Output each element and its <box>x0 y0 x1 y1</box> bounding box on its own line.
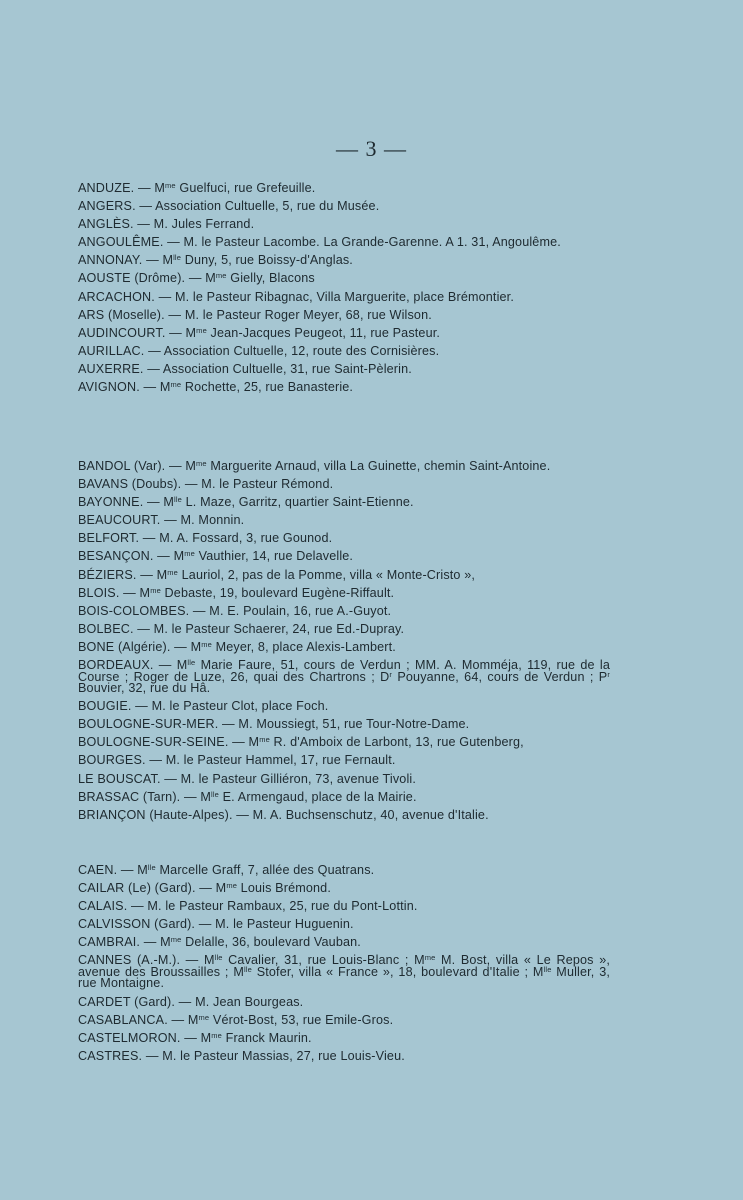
section-a <box>78 183 610 400</box>
directory-entry: CASABLANCA. — $M^{me}$ Vérot-Bost, 53, rue Emile-Gros. <box>78 1012 394 1027</box>
directory-entry: BOIS-COLOMBES. — M. E. Poulain, 16, rue A.-Guyot. <box>78 603 392 618</box>
directory-entry: CANNES (A.-M.). — $M^{lle}$ Cavalier, 31, rue Louis-Blanc ; $M^{me}$ M. Bost, villa « Le Repos », avenue des Broussailles ; $M^{lle}$ Stofer, villa « France », 18, boulevard d'Italie ; $M^{lle}$ Muller, 3, rue Montaigne. <box>78 953 611 991</box>
directory-entry: CASTRES. — M. le Pasteur Massias, 27, rue Louis-Vieu. <box>78 1048 405 1063</box>
directory-entry: CALAIS. — M. le Pasteur Rambaux, 25, rue du Pont-Lottin. <box>78 899 418 914</box>
section-c <box>78 865 610 1069</box>
directory-entry: ARCACHON. — M. le Pasteur Ribagnac, Villa Marguerite, place Brémontier. <box>78 289 514 304</box>
directory-entry: BANDOL (Var). — $M^{me}$ Marguerite Arnaud, villa La Guinette, chemin Saint-Antoine. <box>78 459 551 473</box>
section-b <box>78 461 610 828</box>
directory-entry: AURILLAC. — Association Cultuelle, 12, route des Cornisières. <box>78 343 440 358</box>
directory-entry: BAYONNE. — $M^{lle}$ L. Maze, Garritz, quartier Saint-Etienne. <box>78 495 414 510</box>
directory-entry: CALVISSON (Gard). — M. le Pasteur Huguenin. <box>78 917 354 932</box>
directory-entry: BAVANS (Doubs). — M. le Pasteur Rémond. <box>78 477 334 492</box>
directory-entry: LE BOUSCAT. — M. le Pasteur Gilliéron, 73, avenue Tivoli. <box>78 771 416 786</box>
directory-entry: ARS (Moselle). — M. le Pasteur Roger Meyer, 68, rue Wilson. <box>78 307 432 322</box>
directory-entry: ANNONAY. — $M^{lle}$ Duny, 5, rue Boissy-d'Anglas. <box>78 253 353 268</box>
directory-entry: CARDET (Gard). — M. Jean Bourgeas. <box>78 994 304 1009</box>
directory-entry: BOULOGNE-SUR-MER. — M. Moussiegt, 51, rue Tour-Notre-Dame. <box>78 717 470 732</box>
directory-entry: BLOIS. — $M^{me}$ Debaste, 19, boulevard Eugène-Riffault. <box>78 585 395 600</box>
directory-entry: BOURGES. — M. le Pasteur Hammel, 17, rue Fernault. <box>78 753 396 768</box>
directory-entry: BÉZIERS. — $M^{me}$ Lauriol, 2, pas de la Pomme, villa « Monte-Cristo », <box>78 567 476 582</box>
page-number: — 3 — <box>336 136 407 161</box>
directory-entry: ANGERS. — Association Cultuelle, 5, rue du Musée. <box>78 199 380 214</box>
directory-entry: BEAUCOURT. — M. Monnin. <box>78 513 245 528</box>
directory-entry: BORDEAUX. — $M^{lle}$ Marie Faure, 51, cours de Verdun ; MM. A. Momméja, 119, rue de la Course ; Roger de Luze, 26, quai des Chartrons ; $D^r$ Pouyanne, 64, cours de Verdun ; $P^r$ Bouvier, 32, rue du Hâ. <box>78 658 611 696</box>
directory-entry: ANGLÈS. — M. Jules Ferrand. <box>78 217 255 232</box>
directory-entry: AOUSTE (Drôme). — $M^{me}$ Gielly, Blacons <box>78 271 315 286</box>
directory-entry: BONE (Algérie). — $M^{me}$ Meyer, 8, place Alexis-Lambert. <box>78 639 396 654</box>
directory-entry: BRIANÇON (Haute-Alpes). — M. A. Buchsenschutz, 40, avenue d'Italie. <box>78 807 489 822</box>
directory-entry: AUDINCOURT. — $M^{me}$ Jean-Jacques Peugeot, 11, rue Pasteur. <box>78 325 441 340</box>
directory-entry: AUXERRE. — Association Cultuelle, 31, rue Saint-Pèlerin. <box>78 361 412 376</box>
directory-entry: CASTELMORON. — $M^{me}$ Franck Maurin. <box>78 1030 312 1045</box>
directory-entry: BOLBEC. — M. le Pasteur Schaerer, 24, rue Ed.-Dupray. <box>78 621 405 636</box>
directory-entry: CAEN. — $M^{lle}$ Marcelle Graff, 7, allée des Quatrans. <box>78 863 375 877</box>
directory-entry: BESANÇON. — $M^{me}$ Vauthier, 14, rue Delavelle. <box>78 549 354 564</box>
directory-entry: BRASSAC (Tarn). — $M^{lle}$ E. Armengaud, place de la Mairie. <box>78 789 417 804</box>
directory-entry: BOULOGNE-SUR-SEINE. — $M^{me}$ R. d'Amboix de Larbont, 13, rue Gutenberg, <box>78 735 524 750</box>
directory-entry: AVIGNON. — $M^{me}$ Rochette, 25, rue Banasterie. <box>78 380 354 395</box>
directory-entry: CAMBRAI. — $M^{me}$ Delalle, 36, boulevard Vauban. <box>78 935 361 950</box>
directory-entry: ANGOULÊME. — M. le Pasteur Lacombe. La Grande-Garenne. A 1. 31, Angoulême. <box>78 235 561 250</box>
directory-entry: ANDUZE. — $M^{me}$ Guelfuci, rue Grefeuille. <box>78 181 316 195</box>
directory-entry: BOUGIE. — M. le Pasteur Clot, place Foch. <box>78 699 329 714</box>
directory-entry: BELFORT. — M. A. Fossard, 3, rue Gounod. <box>78 531 333 546</box>
directory-entry: CAILAR (Le) (Gard). — $M^{me}$ Louis Brémond. <box>78 881 331 896</box>
